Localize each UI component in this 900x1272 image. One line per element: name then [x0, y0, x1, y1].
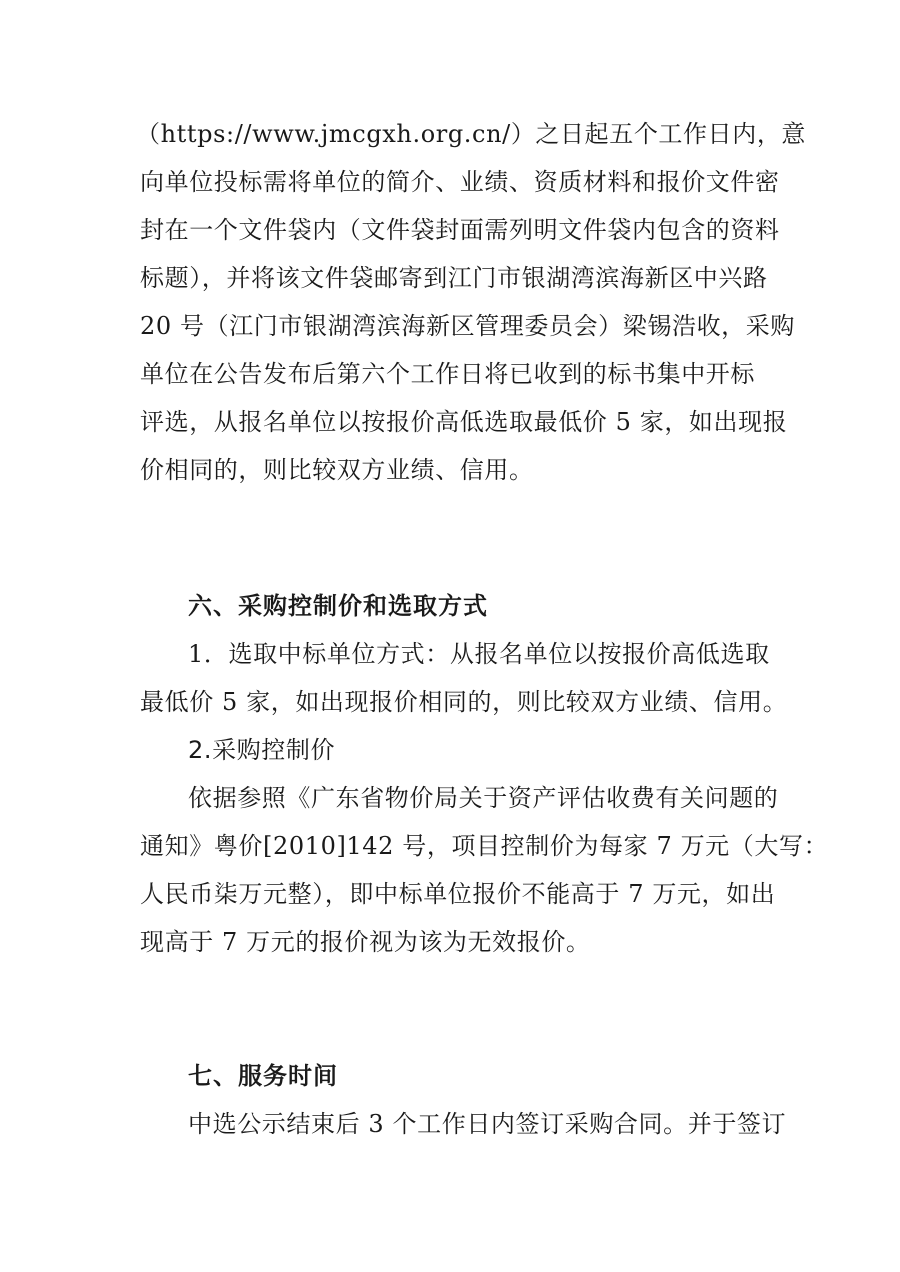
paragraph-line: 1．选取中标单位方式：从报名单位以按报价高低选取: [188, 640, 770, 668]
paragraph-line: 现高于 7 万元的报价视为该为无效报价。: [140, 928, 591, 956]
paragraph-line: 标题），并将该文件袋邮寄到江门市银湖湾滨海新区中兴路: [140, 264, 768, 292]
paragraph-line: 向单位投标需将单位的简介、业绩、资质材料和报价文件密: [140, 168, 780, 196]
paragraph-line: 中选公示结束后 3 个工作日内签订采购合同。并于签订: [188, 1110, 787, 1138]
paragraph-line: 封在一个文件袋内（文件袋封面需列明文件袋内包含的资料: [140, 216, 780, 244]
section-heading: 六、采购控制价和选取方式: [188, 592, 488, 620]
paragraph-line: 价相同的，则比较双方业绩、信用。: [140, 456, 534, 484]
paragraph-line: 最低价 5 家，如出现报价相同的，则比较双方业绩、信用。: [140, 688, 788, 716]
paragraph-line: （https://www.jmcgxh.org.cn/）之日起五个工作日内，意: [136, 120, 807, 148]
subsection-label: 2.采购控制价: [188, 736, 336, 764]
paragraph-line: 评选，从报名单位以按报价高低选取最低价 5 家，如出现报: [140, 408, 788, 436]
paragraph-line: 通知》粤价[2010]142 号，项目控制价为每家 7 万元（大写：: [140, 832, 829, 860]
paragraph-line: 单位在公告发布后第六个工作日将已收到的标书集中开标: [140, 360, 755, 388]
paragraph-line: 依据参照《广东省物价局关于资产评估收费有关问题的: [188, 784, 779, 812]
paragraph-line: 20 号（江门市银湖湾滨海新区管理委员会）梁锡浩收，采购: [140, 312, 795, 340]
section-heading: 七、服务时间: [188, 1062, 338, 1090]
paragraph-line: 人民币柒万元整），即中标单位报价不能高于 7 万元，如出: [140, 880, 776, 908]
